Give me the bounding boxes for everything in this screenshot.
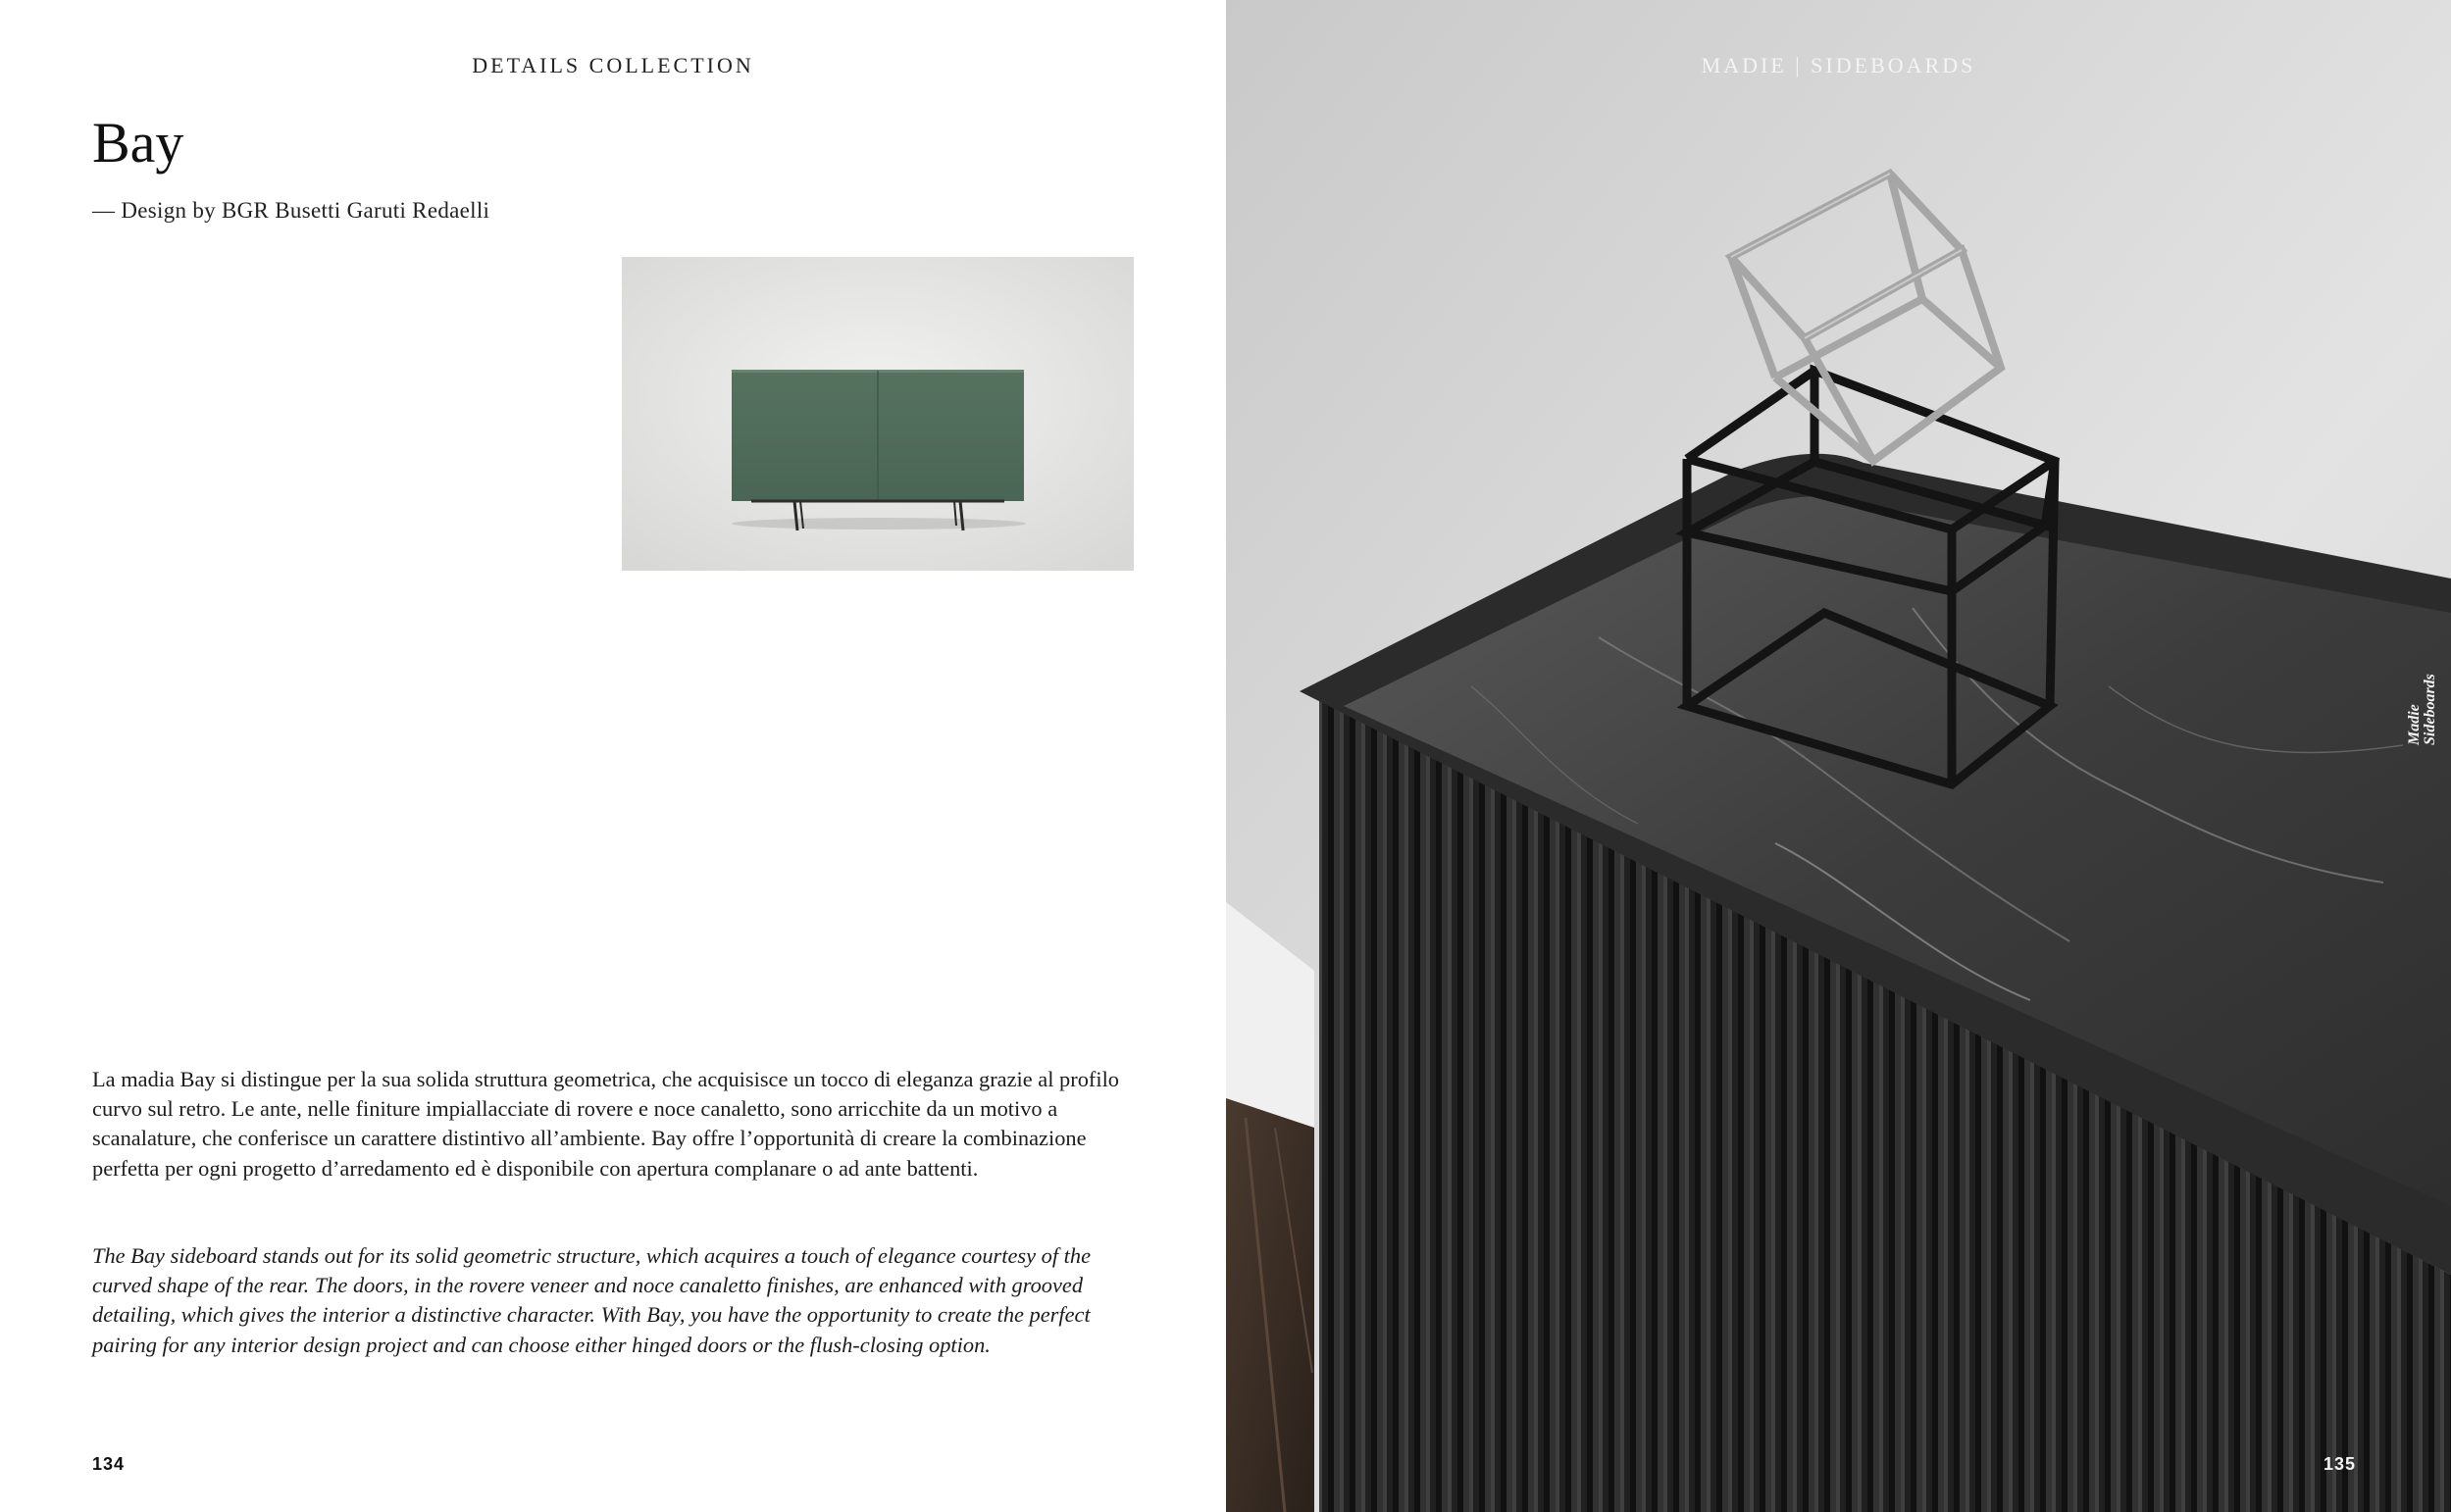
- section-side-tab: [2401, 647, 2440, 755]
- running-head-right: MADIE | SIDEBOARDS: [1701, 53, 1976, 77]
- sideboard-product-photo: [622, 257, 1134, 571]
- running-head-left: DETAILS COLLECTION: [472, 53, 754, 77]
- page-number-left: 134: [92, 1454, 126, 1474]
- sideboard-lifestyle-photo: [1226, 0, 2451, 1512]
- page-number-right: 135: [2323, 1454, 2357, 1474]
- product-title: Bay: [92, 111, 184, 175]
- description-italian: La madia Bay si distingue per la sua solida struttura geometrica, che acquisisce un tocco di eleganza grazie al profilo curvo sul retro. Le ante, nelle finiture impiallacciate di rovere e noce canaletto, sono arricchite da un motivo a scanalature, che conferisce un carattere distintivo all’ambiente. Bay offre l’opportunità di creare la combinazione perfetta per ogni progetto d’arredamento ed è disponibile con apertura complanare o ad ante battenti.: [92, 1067, 1119, 1181]
- description-english: The Bay sideboard stands out for its solid geometric structure, which acquires a touch of elegance courtesy of the curved shape of the rear. The doors, in the rovere veneer and noce canaletto finishes, are enhanced with grooved detailing, which gives the interior a distinctive character. With Bay, you have the opportunity to create the perfect pairing for any interior design project and can choose either hinged doors or the flush-closing option.: [92, 1243, 1092, 1357]
- side-tab-label-sideboards: Sideboards: [2422, 674, 2438, 745]
- right-page: [1226, 0, 2451, 1512]
- designer-credit: — Design by BGR Busetti Garuti Redaelli: [92, 198, 490, 223]
- side-tab-label-madie: Madie: [2406, 704, 2423, 745]
